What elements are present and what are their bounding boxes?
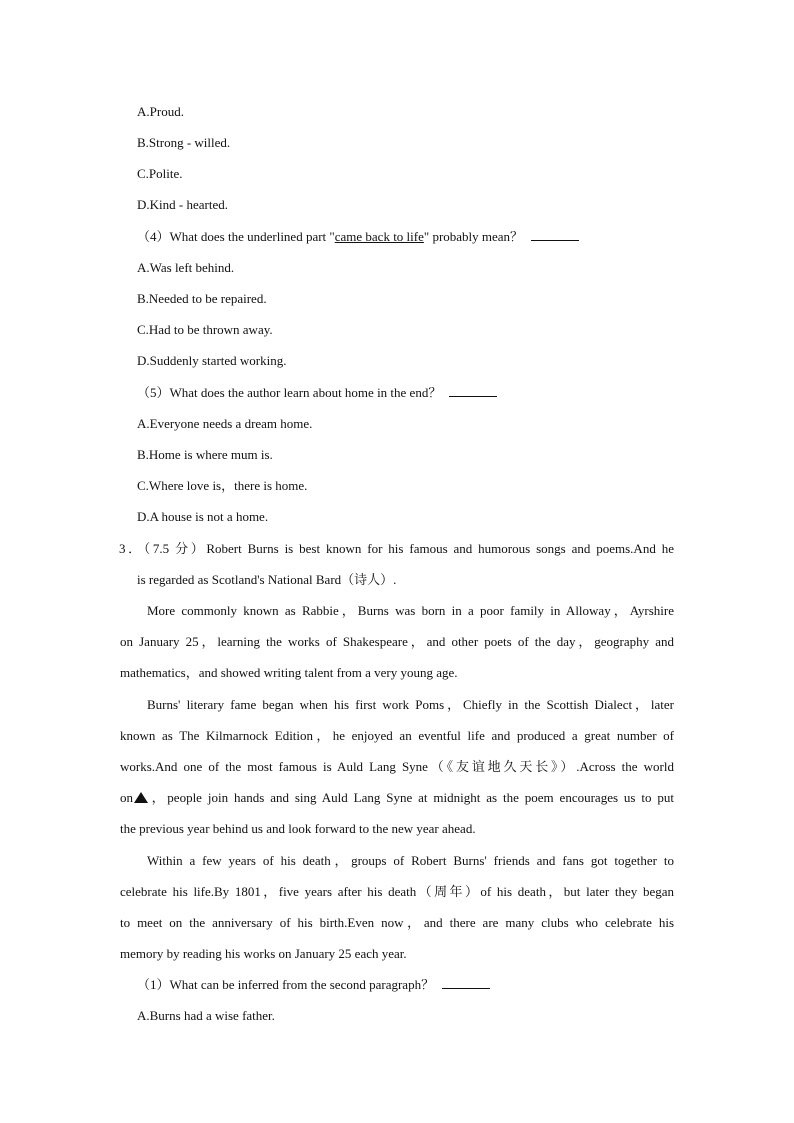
sub-question-4	[137, 229, 579, 245]
question-3-header: 3．（7.5 分）Robert Burns is best known for his famous and humorous songs and poems.And he	[119, 541, 674, 556]
paragraph-2-line: Burns' literary fame began when his first work Poms，Chiefly in the Scottish Dialect，later	[147, 697, 674, 712]
question-3-header-cont: is regarded as Scotland's National Bard（诗人）.	[137, 572, 397, 587]
paragraph-3-line: to meet on the anniversary of his birth.Even now，and there are many clubs who celebrate his	[120, 915, 674, 930]
sub-question-1-text: （1）What can be inferred from the second paragraph？	[137, 977, 435, 992]
option-a: A.Proud.	[137, 104, 184, 119]
option-a: A.Everyone needs a dream home.	[137, 416, 313, 431]
option-b: B.Strong - willed.	[137, 135, 231, 150]
paragraph-2-line: works.And one of the most famous is Auld Lang Syne（《友谊地久天长》）.Across the world	[120, 759, 674, 774]
sub-question-4-suffix: " probably mean？	[423, 229, 524, 244]
option-c: C.Polite.	[137, 166, 183, 181]
sub-question-5	[137, 385, 497, 401]
paragraph-3-line: Within a few years of his death，groups of Robert Burns' friends and fans got together to	[147, 853, 674, 868]
answer-blank	[449, 385, 497, 397]
sub-question-5-text: （5）What does the author learn about home in the end？	[137, 385, 442, 400]
paragraph-2-line-rest: ，people join hands and sing Auld Lang Syne at midnight as the poem encourages us to put	[149, 790, 674, 805]
underlined-phrase: came back to life	[334, 229, 424, 244]
option-d: D.A house is not a home.	[137, 509, 269, 524]
sub-question-1	[137, 977, 490, 993]
option-d: D.Suddenly started working.	[137, 353, 287, 368]
option-a: A.Was left behind.	[137, 260, 235, 275]
answer-blank	[442, 977, 490, 989]
option-b: B.Needed to be repaired.	[137, 291, 267, 306]
option-c: C.Where love is，there is home.	[137, 478, 308, 493]
option-d: D.Kind - hearted.	[137, 197, 228, 212]
option-a: A.Burns had a wise father.	[137, 1008, 275, 1023]
paragraph-1-line: mathematics，and showed writing talent from a very young age.	[120, 665, 458, 680]
paragraph-1-line: More commonly known as Rabbie，Burns was born in a poor family in Alloway，Ayrshire	[147, 603, 674, 618]
paragraph-2-line: the previous year behind us and look forward to the new year ahead.	[120, 821, 476, 836]
paragraph-1-line: on January 25，learning the works of Shakespeare，and other poets of the day，geography and	[120, 634, 674, 649]
answer-blank	[531, 229, 579, 241]
paragraph-3-line: memory by reading his works on January 25 each year.	[120, 946, 407, 961]
sub-question-4-prefix: （4）What does the underlined part "	[137, 229, 335, 244]
triangle-blank-icon	[134, 792, 148, 803]
paragraph-2-line: known as The Kilmarnock Edition，he enjoyed an eventful life and produced a great number of	[120, 728, 674, 743]
option-b: B.Home is where mum is.	[137, 447, 273, 462]
paragraph-3-line: celebrate his life.By 1801，five years after his death（周年）of his death，but later they began	[120, 884, 674, 899]
paragraph-2-line-prefix: on	[120, 790, 133, 805]
option-c: C.Had to be thrown away.	[137, 322, 273, 337]
paragraph-2-line	[120, 790, 674, 806]
